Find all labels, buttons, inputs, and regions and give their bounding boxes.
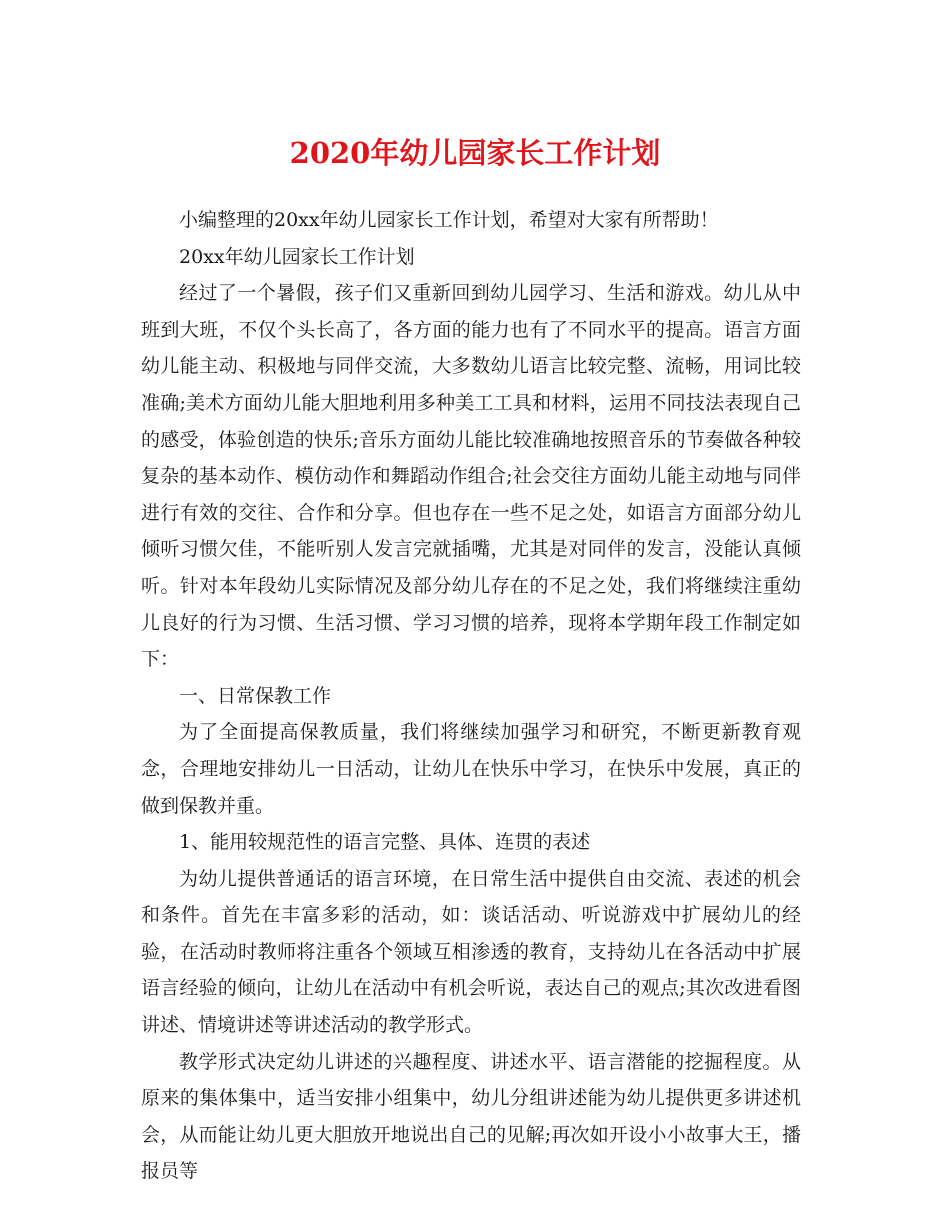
paragraph-subtitle: 20xx年幼儿园家长工作计划	[179, 245, 415, 268]
document-body	[141, 202, 801, 1190]
subsection-heading-language: 1、能用较规范性的语言完整、具体、连贯的表述	[179, 831, 591, 854]
paragraph-daily-care: 为了全面提高保教质量，我们将继续加强学习和研究，不断更新教育观念，合理地安排幼儿一日活动，让幼儿在快乐中学习，在快乐中发展，真正的做到保教并重。	[141, 721, 801, 817]
section-heading-daily-care: 一、日常保教工作	[179, 684, 332, 707]
paragraph-intro: 小编整理的20xx年幼儿园家长工作计划，希望对大家有所帮助！	[179, 209, 719, 231]
document-title: 2020年幼儿园家长工作计划	[289, 136, 661, 170]
paragraph-teaching-form: 教学形式决定幼儿讲述的兴趣程度、讲述水平、语言潜能的挖掘程度。从原来的集体集中，适当安排小组集中，幼儿分组讲述能为幼儿提供更多讲述机会，从而能让幼儿更大胆放开地说出自己的见解;再次如开设小小故事大王，播报员等	[141, 1050, 801, 1183]
paragraph-language-env: 为幼儿提供普通话的语言环境，在日常生活中提供自由交流、表述的机会和条件。首先在丰富多彩的活动，如：谈话活动、听说游戏中扩展幼儿的经验，在活动时教师将注重各个领域互相渗透的教育，支持幼儿在各活动中扩展语言经验的倾向，让幼儿在活动中有机会听说，表达自己的观点;其次改进看图讲述、情境讲述等讲述活动的教学形式。	[141, 867, 801, 1037]
paragraph-overview: 经过了一个暑假，孩子们又重新回到幼儿园学习、生活和游戏。幼儿从中班到大班，不仅个头长高了，各方面的能力也有了不同水平的提高。语言方面幼儿能主动、积极地与同伴交流，大多数幼儿语言比较完整、流畅，用词比较准确;美术方面幼儿能大胆地利用多种美工工具和材料，运用不同技法表现自己的感受，体验创造的快乐;音乐方面幼儿能比较准确地按照音乐的节奏做各种较复杂的基本动作、模仿动作和舞蹈动作组合;社会交往方面幼儿能主动地与同伴进行有效的交往、合作和分享。但也存在一些不足之处，如语言方面部分幼儿倾听习惯欠佳，不能听别人发言完就插嘴，尤其是对同伴的发言，没能认真倾听。针对本年段幼儿实际情况及部分幼儿存在的不足之处，我们将继续注重幼儿良好的行为习惯、生活习惯、学习习惯的培养，现将本学期年段工作制定如下：	[141, 282, 801, 671]
